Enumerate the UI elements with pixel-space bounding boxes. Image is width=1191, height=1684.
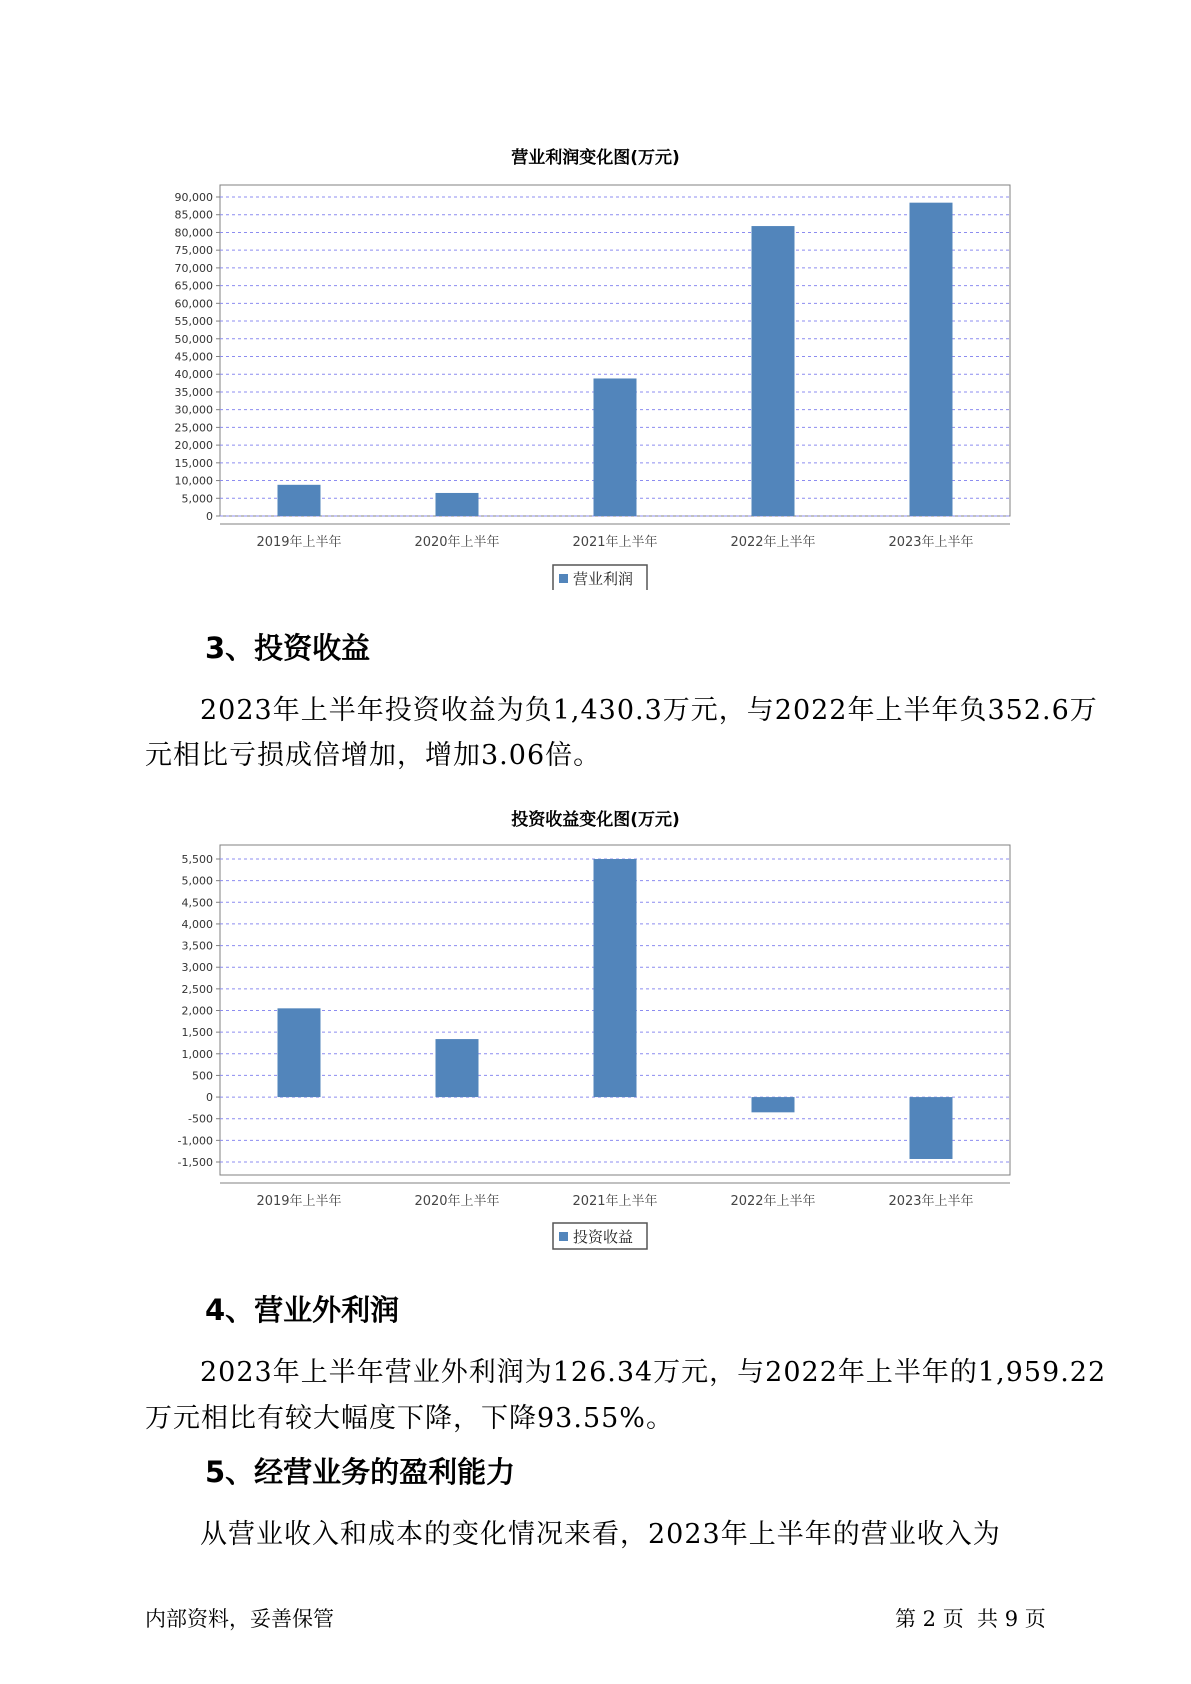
section-heading-investment-income: 3、投资收益 [205, 631, 371, 665]
x-tick-label: 2020年上半年 [414, 1194, 500, 1209]
y-tick-label: 70,000 [174, 261, 213, 275]
y-tick-label: 40,000 [174, 368, 213, 382]
y-tick-label: 65,000 [174, 279, 213, 293]
footer-page-number: 第 2 页 共 9 页 [895, 1607, 1046, 1631]
y-tick-label: 90,000 [174, 191, 213, 204]
y-tick-label: -500 [188, 1112, 213, 1126]
section-heading-profitability: 5、经营业务的盈利能力 [205, 1455, 516, 1489]
bar [594, 859, 637, 1097]
bar [278, 485, 321, 516]
x-tick-label: 2022年上半年 [730, 1194, 816, 1209]
x-tick-label: 2019年上半年 [256, 1194, 342, 1209]
investment-income-chart [0, 830, 1191, 1250]
bar [752, 226, 795, 516]
legend-swatch [559, 574, 568, 583]
y-tick-label: 55,000 [174, 315, 213, 329]
x-tick-label: 2021年上半年 [572, 1194, 658, 1209]
y-tick-label: 45,000 [174, 350, 213, 364]
bar [278, 1008, 321, 1097]
y-tick-label: 0 [206, 1091, 213, 1105]
y-tick-label: 20,000 [174, 439, 213, 453]
bar [910, 203, 953, 516]
paragraph-line: 元相比亏损成倍增加，增加3.06倍。 [145, 740, 602, 771]
y-tick-label: -1,000 [177, 1134, 213, 1148]
y-tick-label: 4,500 [181, 896, 213, 910]
x-tick-label: 2020年上半年 [414, 535, 500, 550]
y-tick-label: 1,000 [181, 1047, 213, 1061]
bar [436, 493, 479, 516]
y-tick-label: 0 [206, 510, 213, 523]
legend-label: 投资收益 [573, 1228, 634, 1246]
paragraph-line: 从营业收入和成本的变化情况来看，2023年上半年的营业收入为 [200, 1519, 1001, 1550]
chart-title-investment-income: 投资收益变化图(万元) [511, 810, 680, 830]
y-tick-label: 30,000 [174, 403, 213, 417]
y-tick-label: -1,500 [177, 1156, 213, 1169]
x-tick-label: 2023年上半年 [888, 535, 974, 550]
y-tick-label: 60,000 [174, 297, 213, 311]
legend-label: 营业利润 [573, 570, 634, 588]
chart-title-operating-profit: 营业利润变化图(万元) [511, 148, 680, 168]
y-tick-label: 35,000 [174, 385, 213, 399]
x-tick-label: 2021年上半年 [572, 535, 658, 550]
legend-swatch [559, 1232, 568, 1241]
bar [752, 1097, 795, 1112]
y-tick-label: 2,000 [181, 1004, 213, 1018]
paragraph-line: 2023年上半年投资收益为负1,430.3万元，与2022年上半年负352.6万 [200, 695, 1098, 726]
y-tick-label: 50,000 [174, 332, 213, 346]
y-tick-label: 10,000 [174, 474, 213, 488]
y-tick-label: 80,000 [174, 226, 213, 240]
y-tick-label: 25,000 [174, 421, 213, 435]
y-tick-label: 5,000 [181, 492, 213, 506]
operating-profit-chart [0, 170, 1191, 590]
bar [436, 1039, 479, 1097]
x-tick-label: 2022年上半年 [730, 535, 816, 550]
y-tick-label: 85,000 [174, 208, 213, 222]
y-tick-label: 5,500 [181, 853, 213, 866]
y-tick-label: 5,000 [181, 874, 213, 888]
y-tick-label: 75,000 [174, 244, 213, 258]
y-tick-label: 2,500 [181, 982, 213, 996]
section-heading-non-operating-profit: 4、营业外利润 [205, 1293, 400, 1327]
paragraph-line: 万元相比有较大幅度下降，下降93.55%。 [145, 1403, 674, 1434]
paragraph-line: 2023年上半年营业外利润为126.34万元，与2022年上半年的1,959.22 [200, 1357, 1107, 1388]
y-tick-label: 1,500 [181, 1026, 213, 1040]
x-tick-label: 2023年上半年 [888, 1194, 974, 1209]
y-tick-label: 3,500 [181, 939, 213, 953]
y-tick-label: 500 [192, 1069, 213, 1083]
bar [910, 1097, 953, 1159]
y-tick-label: 15,000 [174, 456, 213, 470]
y-tick-label: 3,000 [181, 961, 213, 975]
x-tick-label: 2019年上半年 [256, 535, 342, 550]
footer-confidential-note: 内部资料，妥善保管 [145, 1607, 334, 1631]
y-tick-label: 4,000 [181, 917, 213, 931]
bar [594, 378, 637, 516]
